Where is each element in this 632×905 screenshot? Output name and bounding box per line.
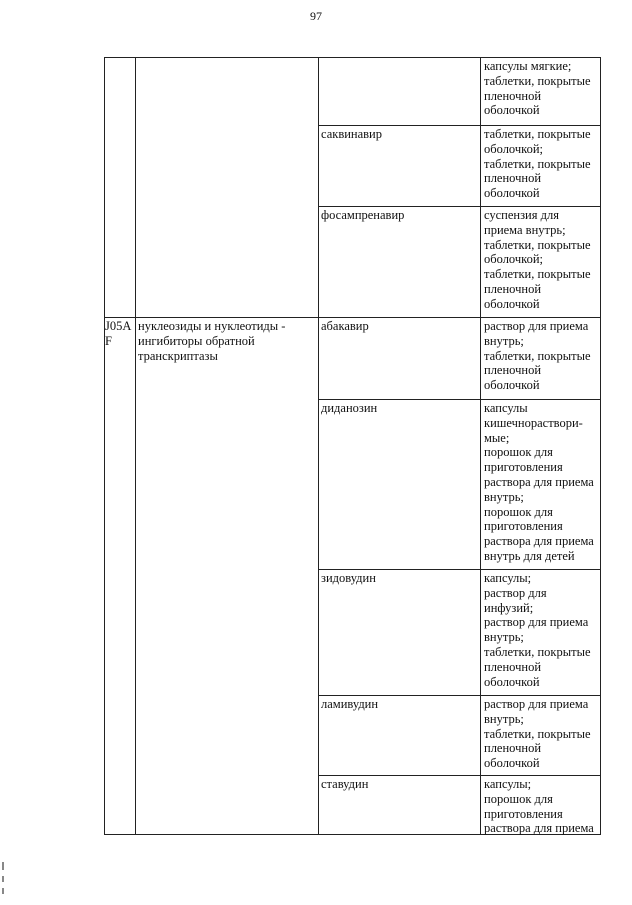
dosage-forms-cell: суспензия для приема внутрь; таблетки, покрытые оболочкой; таблетки, покрытые пленочной оболочкой: [484, 208, 591, 311]
drug-name-cell: ставудин: [321, 777, 369, 791]
table-border-top: [104, 57, 601, 58]
row-divider: [318, 569, 601, 570]
row-divider: [318, 775, 601, 776]
dosage-forms-cell: раствор для приема внутрь; таблетки, покрытые пленочной оболочкой: [484, 319, 591, 393]
column-divider-code: [135, 57, 136, 835]
drug-name-cell: саквинавир: [321, 127, 382, 141]
drug-name-cell: ламивудин: [321, 697, 379, 711]
scan-edge-mark: [2, 888, 4, 894]
pharmacological-group-cell: нуклеозиды и нуклеотиды - ингибиторы обратной транскриптазы: [138, 319, 286, 363]
atc-code-cell: J05A F: [105, 319, 132, 348]
scan-edge-mark: [2, 862, 4, 870]
drug-name-cell: фосампренавир: [321, 208, 405, 222]
drug-name-cell: абакавир: [321, 319, 369, 333]
dosage-forms-cell: капсулы; порошок для приготовления раствора для приема: [484, 777, 594, 836]
column-divider-group: [318, 57, 319, 835]
dosage-forms-cell: капсулы мягкие; таблетки, покрытые пленочной оболочкой: [484, 59, 591, 118]
drug-name-cell: зидовудин: [321, 571, 376, 585]
row-divider: [318, 125, 601, 126]
dosage-forms-cell: таблетки, покрытые оболочкой; таблетки, покрытые пленочной оболочкой: [484, 127, 591, 201]
scan-edge-mark: [2, 876, 4, 882]
drug-table: [104, 57, 600, 835]
row-divider: [318, 206, 601, 207]
table-border-right: [600, 57, 601, 835]
dosage-forms-cell: капсулы; раствор для инфузий; раствор для приема внутрь; таблетки, покрытые пленочной оболочкой: [484, 571, 591, 689]
row-divider: [104, 317, 601, 318]
dosage-forms-cell: капсулы кишечнораствори- мые; порошок для приготовления раствора для приема внутрь; порошок для приготовления раствора для приема внутрь для детей: [484, 401, 594, 563]
drug-name-cell: диданозин: [321, 401, 378, 415]
row-divider: [318, 695, 601, 696]
row-divider: [318, 399, 601, 400]
dosage-forms-cell: раствор для приема внутрь; таблетки, покрытые пленочной оболочкой: [484, 697, 591, 771]
column-divider-drug: [480, 57, 481, 835]
page-number: 97: [310, 9, 322, 23]
table-border-left: [104, 57, 105, 835]
